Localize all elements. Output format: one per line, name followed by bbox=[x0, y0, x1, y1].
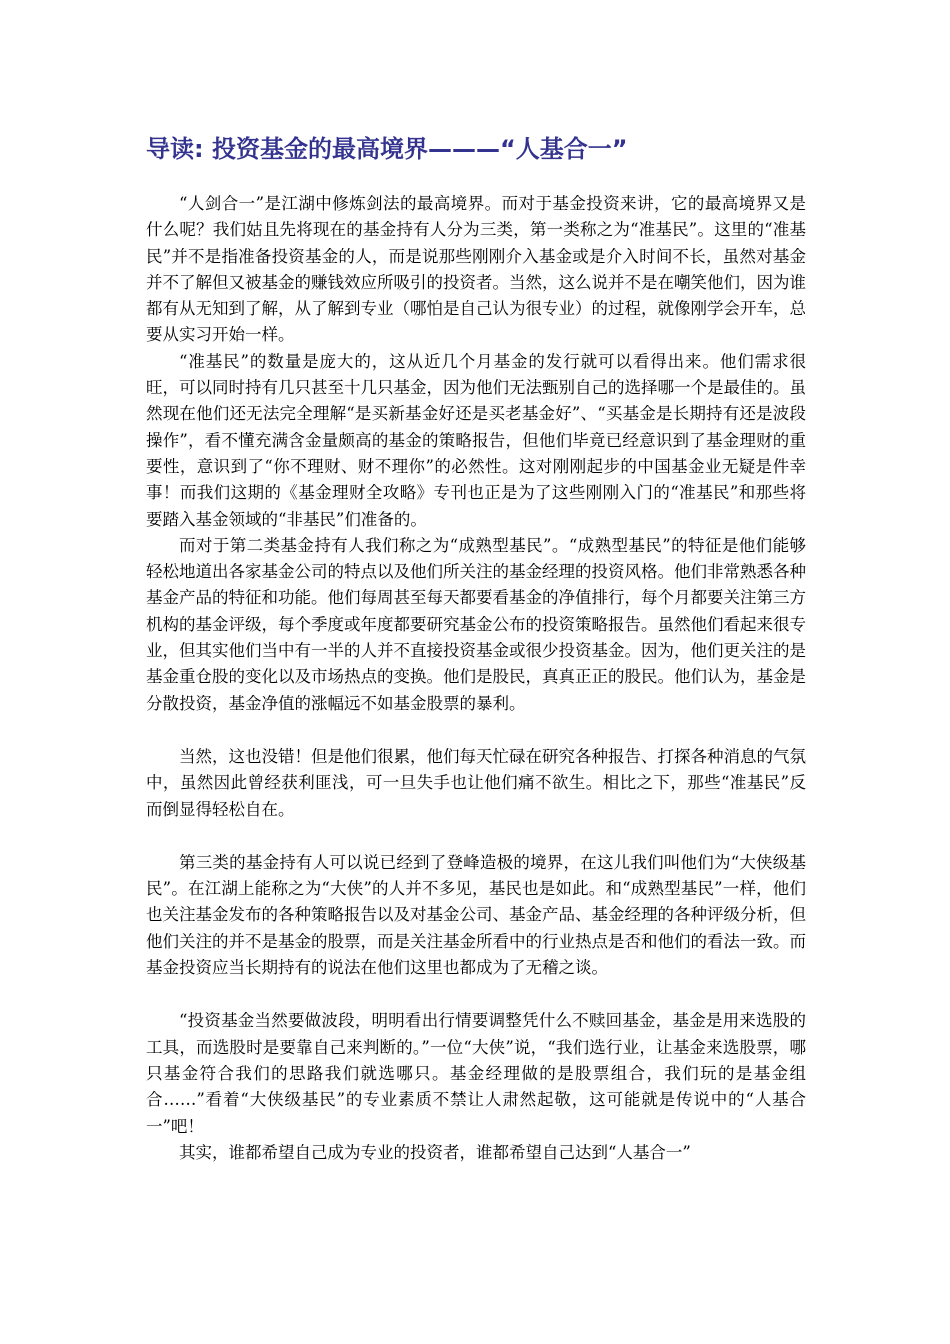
paragraph-5: 第三类的基金持有人可以说已经到了登峰造极的境界，在这儿我们叫他们为“大侠级基民”。在江湖上能称之为“大侠”的人并不多见，基民也是如此。和“成熟型基民”一样，他们也关注基金发布的各种策略报告以及对基金公司、基金产品、基金经理的各种评级分析，但他们关注的并不是基金的股票，而是关注基金所看中的行业热点是否和他们的看法一致。而基金投资应当长期持有的说法在他们这里也都成为了无稽之谈。 bbox=[146, 852, 806, 978]
paragraph-2: “准基民”的数量是庞大的，这从近几个月基金的发行就可以看得出来。他们需求很旺，可以同时持有几只甚至十几只基金，因为他们无法甄别自己的选择哪一个是最佳的。虽然现在他们还无法完全理解“是买新基金好还是买老基金好”、“买基金是长期持有还是波段操作”，看不懂充满含金量颇高的基金的策略报告，但他们毕竟已经意识到了基金理财的重要性，意识到了“你不理财、财不理你”的必然性。这对刚刚起步的中国基金业无疑是件幸事！而我们这期的《基金理财全攻略》专刊也正是为了这些刚刚入门的“准基民”和那些将要踏入基金领域的“非基民”们准备的。 bbox=[146, 351, 806, 529]
paragraph-7: 其实，谁都希望自己成为专业的投资者，谁都希望自己达到“人基合一” bbox=[179, 1142, 691, 1162]
document-page bbox=[146, 130, 806, 1166]
document-title: 导读: 投资基金的最高境界———“人基合一” bbox=[146, 135, 628, 163]
paragraph-6: “投资基金当然要做波段，明明看出行情要调整凭什么不赎回基金，基金是用来选股的工具，而选股时是要靠自己来判断的。”一位“大侠”说，“我们选行业，让基金来选股票，哪只基金符合我们的思路我们就选哪只。基金经理做的是股票组合，我们玩的是基金组合……”看着“大侠级基民”的专业素质不禁让人肃然起敬，这可能就是传说中的“人基合一”吧！ bbox=[146, 1011, 806, 1136]
paragraph-4: 当然，这也没错！但是他们很累，他们每天忙碌在研究各种报告、打探各种消息的气氛中，虽然因此曾经获利匪浅，可一旦失手也让他们痛不欲生。相比之下，那些“准基民”反而倒显得轻松自在。 bbox=[146, 746, 806, 819]
paragraph-1: “人剑合一”是江湖中修炼剑法的最高境界。而对于基金投资来讲，它的最高境界又是什么呢？我们姑且先将现在的基金持有人分为三类，第一类称之为“准基民”。这里的“准基民”并不是指准备投资基金的人，而是说那些刚刚介入基金或是介入时间不长，虽然对基金并不了解但又被基金的赚钱效应所吸引的投资者。当然，这么说并不是在嘲笑他们，因为谁都有从无知到了解，从了解到专业（哪怕是自己认为很专业）的过程，就像刚学会开车，总要从实习开始一样。 bbox=[146, 194, 806, 345]
paragraph-3: 而对于第二类基金持有人我们称之为“成熟型基民”。“成熟型基民”的特征是他们能够轻松地道出各家基金公司的特点以及他们所关注的基金经理的投资风格。他们非常熟悉各种基金产品的特征和功能。他们每周甚至每天都要看基金的净值排行，每个月都要关注第三方机构的基金评级，每个季度或年度都要研究基金公布的投资策略报告。虽然他们看起来很专业，但其实他们当中有一半的人并不直接投资基金或很少投资基金。因为，他们更关注的是基金重仓股的变化以及市场热点的变换。他们是股民，真真正正的股民。他们认为，基金是分散投资，基金净值的涨幅远不如基金股票的暴利。 bbox=[146, 535, 806, 713]
